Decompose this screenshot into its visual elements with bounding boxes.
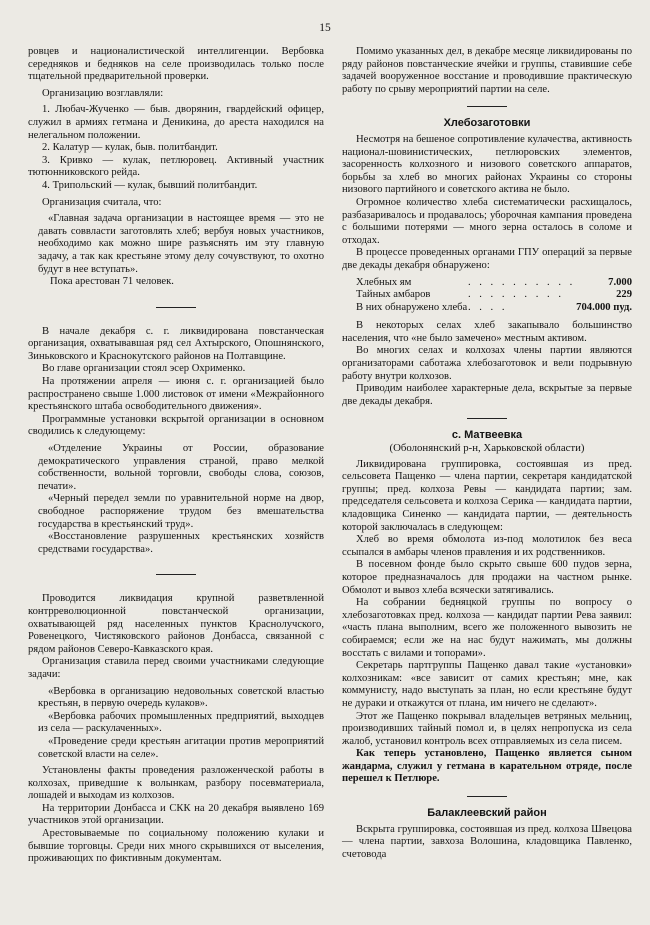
table-cell-value: 229 — [616, 289, 632, 301]
paragraph: Огромное количество хлеба систематически расхищалось, разбазаривалось и продавалось; уборочная кампания проведена с большими потерями — много зерна осталось в соломе и отходах. — [342, 196, 632, 246]
paragraph: Секретарь партгруппы Пащенко давал такие «установки» колхозникам: «все зависит от самих крестьян; мне, как коммунисту, надо выступать за план, но если крестьяне будут не дураки и откажутся от плана, им ничего не сделают». — [342, 660, 632, 709]
section-heading: Балаклеевский район — [427, 807, 547, 820]
quote: «Проведение среди крестьян агитации против мероприятий советской власти на селе». — [38, 735, 324, 760]
table-cell-label: В них обнаружено хлеба — [356, 301, 468, 313]
paragraph: Как теперь установлено, Пащенко является сыном жандарма, служил у гетмана в карательном отряде, после перешел к Петлюре. — [342, 748, 632, 785]
page-number: 15 — [319, 22, 331, 34]
paragraph: Пока арестован 71 человек. — [50, 276, 174, 288]
grain-table — [342, 277, 632, 315]
paragraph: Помимо указанных дел, в декабре месяце ликвидированы по ряду районов повстанческие ячейки и группы, ставившие себе задачей вооруженное восстание и проводившие практическую работу по срыву мероприятий партии на селе. — [342, 46, 632, 95]
quote: «Отделение Украины от России, образование демократического управления страной, право мелкой собственности, вольной торговли, свободы слова, союзов, печати». — [38, 443, 324, 492]
table-cell-label: Тайных амбаров — [356, 289, 431, 301]
paragraph: Организация ставила перед своими участниками следующие задачи: — [28, 656, 324, 680]
paragraph: На протяжении апреля — июня с. г. организацией было распространено свыше 1.000 листовок от имени «Межрайонного крестьянского штаба освободительного движения». — [28, 376, 324, 413]
table-row — [342, 289, 632, 302]
left-column — [28, 46, 324, 866]
quote: «Восстановление разрушенных крестьянских хозяйств средствами государства». — [38, 531, 324, 555]
quote: «Главная задача организации в настоящее время — это не давать соввласти заготовлять хлеб; вербуя новых участников, необходимо как можно шире разъяснять им эту главную задачу, а так как крестьяне этому делу сочувствуют, то охотно будут в нее вступать». — [38, 213, 324, 275]
table-row — [342, 277, 632, 290]
paragraph: На территории Донбасса и СКК на 20 декабря выявлено 169 участников этой организации. — [28, 802, 324, 827]
paragraph: В начале декабря с. г. ликвидирована повстанческая организация, охватывавшая ряд сел Ахтырского, Опошнянского, Зиньковского и Краснокутского районов на Полтавщине. — [28, 325, 324, 362]
table-leader: . . . . — [467, 301, 508, 313]
paragraph: В процессе проведенных органами ГПУ операций за первые две декады декабря обнаружено: — [342, 247, 632, 271]
paragraph: Организация считала, что: — [42, 196, 162, 208]
section-subheading: (Оболонянский р-н, Харьковской области) — [389, 442, 585, 455]
paragraph: Во многих селах и колхозах члены партии являются организаторами саботажа хлебозаготовок и вели подрывную работу внутри колхозов. — [342, 345, 632, 382]
list-item: 1. Любач-Жученко — быв. дворянин, гвардейский офицер, служил в армиях гетмана и Деникина, до ареста находился на нелегальном положении. — [28, 104, 324, 141]
section-divider — [467, 106, 507, 107]
paragraph: Арестовываемые по социальному положению кулаки и бывшие торговцы. Среди них много скрывшихся от выселения, проживающих по фиктивным документам. — [28, 828, 324, 865]
paragraph: Вскрыта группировка, состоявшая из пред. колхоза Швецова — члена партии, завхоза Волошина, кладовщика Павленко, счетовода — [342, 823, 632, 860]
paragraph: Установлены факты проведения разложенческой работы в колхозах, приведшие к волынкам, разбору посевматериала, лошадей и выходам из колхозов. — [28, 765, 324, 802]
table-leader: . . . . . . . . . . — [467, 276, 576, 288]
right-column — [342, 46, 632, 861]
list-item: 2. Калатур — кулак, быв. политбандит. — [42, 142, 218, 154]
paragraph: Программные установки вскрытой организации в основном сводились к следующему: — [28, 413, 324, 438]
section-divider — [156, 307, 196, 308]
paragraph: Приводим наиболее характерные дела, вскрытые за первые две декады декабря. — [342, 383, 632, 407]
paragraph: Ликвидирована группировка, состоявшая из пред. сельсовета Пащенко — члена партии, секретаря кандидатской группы; пред. колхоза Ревы — кандидата партии; зам. председателя сельсовета и колхоза Серика — кандидата партии, кладовщика Синенко — кандидата партии, — деятельность которой заключалась в следующем: — [342, 458, 632, 533]
paragraph: На собрании бедняцкой группы по вопросу о хлебозаготовках пред. колхоза — кандидат партии Рева заявил: «часть плана выполним, всего же положенного вывозить не собираемся; если же на нас будут нажимать, мы должны восстать с вилами и топорами». — [342, 597, 632, 659]
table-row — [342, 302, 632, 315]
quote: «Черный передел земли по уравнительной норме на двор, свободное распоряжение трудом без вмешательства государства в крестьянский труд». — [38, 493, 324, 530]
paragraph: В некоторых селах хлеб закапывало большинство населения, что «не было замечено» местным активом. — [342, 320, 632, 344]
section-divider — [467, 796, 507, 797]
paragraph: В посевном фонде было скрыто свыше 600 пудов зерна, которое предназначалось для продажи на частном рынке. Обмолот и вывоз хлеба всячески затягивались. — [342, 559, 632, 596]
quote: «Вербовка рабочих промышленных предприятий, выходцев из села — раскулаченных». — [38, 710, 324, 735]
paragraph: Проводится ликвидация крупной разветвленной контрреволюционной повстанческой организации, охватывающей ряд населенных пунктов Краснолучского, Ровенецкого, Чистяковского районов Донбасса, связанной с рядом районов Северо-Кавказского края. — [28, 593, 324, 655]
table-cell-value: 704.000 пуд. — [576, 301, 632, 313]
list-item: 4. Трипольский — кулак, бывший политбандит. — [42, 179, 258, 191]
table-cell-label: Хлебных ям — [356, 276, 412, 288]
list-item: 3. Кривко — кулак, петлюровец. Активный участник тютюнниковского рейда. — [28, 154, 324, 179]
paragraph: ровцев и националистической интеллигенции. Вербовка середняков и бедняков на селе производилась только после тщательной предварительной проверки. — [28, 46, 324, 83]
section-heading: Хлебозаготовки — [443, 117, 531, 130]
table-cell-value: 7.000 — [608, 276, 632, 288]
quote: «Вербовка в организацию недовольных советской властью крестьян, в первую очередь кулаков». — [38, 685, 324, 710]
paragraph: Организацию возглавляли: — [42, 87, 164, 99]
table-leader: . . . . . . . . . — [467, 289, 564, 301]
paragraph: Хлеб во время обмолота из-под молотилок без веса ссыпался в амбары членов правления и их родственников. — [342, 534, 632, 558]
section-divider — [156, 574, 196, 575]
paragraph: Несмотря на бешеное сопротивление кулачества, активность национал-шовинистических, петлюровских элементов, засоренность колхозного и низового советского аппаратов, борьбы за хлеб во многих районах Украины со стороны низового партийного и советского актива не было. — [342, 133, 632, 196]
paragraph: Во главе организации стоял эсер Охрименко. — [42, 363, 246, 375]
section-heading: с. Матвеевка — [451, 429, 523, 442]
paragraph: Этот же Пащенко покрывал владельцев ветряных мельниц, производивших тайный помол и, в целях непропуска из села жалоб, установил контроль всех отправляемых из села писем. — [342, 710, 632, 747]
section-divider — [467, 418, 507, 419]
